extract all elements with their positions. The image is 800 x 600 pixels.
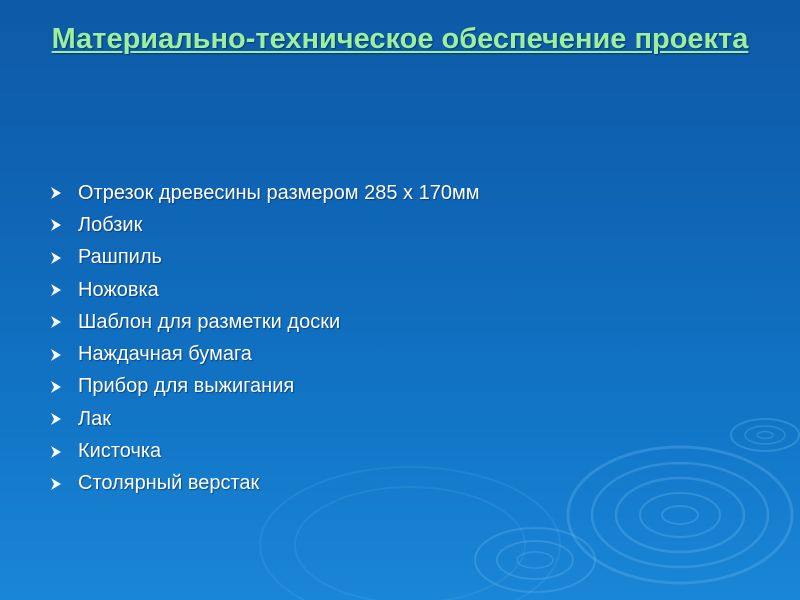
arrowhead-bullet-icon <box>50 348 62 362</box>
list-item <box>50 468 479 500</box>
list-item-text: Кисточка <box>78 440 162 463</box>
arrowhead-bullet-icon <box>50 218 62 232</box>
list-item-text: Рашпиль <box>78 246 162 269</box>
list-item-text: Лак <box>78 407 111 430</box>
list-item <box>50 177 479 209</box>
list-item <box>50 209 479 241</box>
list-item <box>50 274 479 306</box>
arrowhead-bullet-icon <box>50 412 62 426</box>
list-item-text: Наждачная бумага <box>78 343 252 366</box>
arrowhead-bullet-icon <box>50 445 62 459</box>
list-item <box>50 435 479 467</box>
slide-title: Материально-техническое обеспечение проекта <box>51 23 749 55</box>
list-item-text: Прибор для выжигания <box>78 375 295 398</box>
arrowhead-bullet-icon <box>50 477 62 491</box>
list-item-text: Шаблон для разметки доски <box>78 310 341 333</box>
list-item <box>50 338 479 370</box>
list-item-text: Лобзик <box>78 213 143 236</box>
equipment-list <box>50 177 479 500</box>
arrowhead-bullet-icon <box>50 251 62 265</box>
arrowhead-bullet-icon <box>50 186 62 200</box>
list-item <box>50 242 479 274</box>
list-item <box>50 306 479 338</box>
arrowhead-bullet-icon <box>50 380 62 394</box>
arrowhead-bullet-icon <box>50 283 62 297</box>
list-item <box>50 403 479 435</box>
list-item-text: Отрезок древесины размером 285 х 170мм <box>78 181 480 204</box>
list-item-text: Столярный верстак <box>78 472 260 495</box>
arrowhead-bullet-icon <box>50 315 62 329</box>
list-item-text: Ножовка <box>78 278 159 301</box>
list-item <box>50 371 479 403</box>
